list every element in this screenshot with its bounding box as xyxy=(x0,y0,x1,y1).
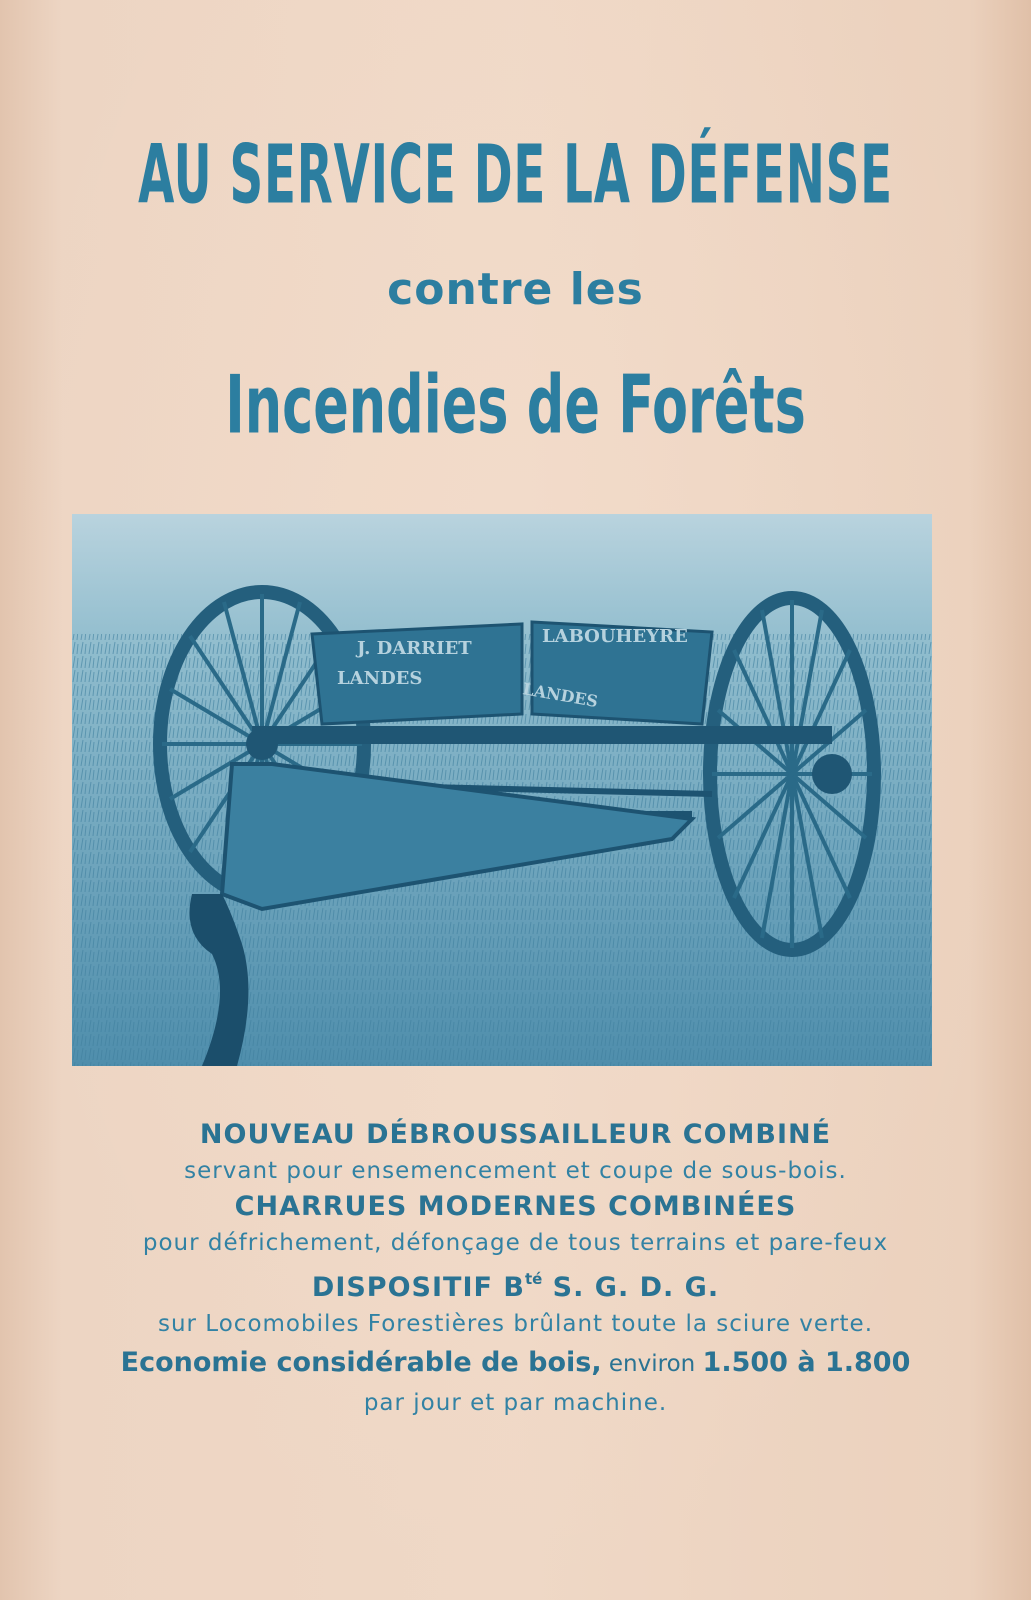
box-label-2: LANDES xyxy=(337,668,423,689)
product-2-text: pour défrichement, défonçage de tous terrains et pare-feux xyxy=(142,1230,889,1256)
economy-a: Economie considérable de bois, xyxy=(120,1347,602,1378)
product-3-title-sup: té xyxy=(524,1270,543,1288)
economy-text: par jour et par machine. xyxy=(363,1390,668,1416)
product-2-title: CHARRUES MODERNES COMBINÉES xyxy=(234,1191,797,1222)
economy-line xyxy=(40,1341,991,1386)
economy-c: 1.500 à 1.800 xyxy=(702,1347,911,1378)
product-3-title xyxy=(40,1260,991,1307)
machine-photo xyxy=(72,514,932,1066)
right-wheel xyxy=(710,598,874,950)
headline-sub: contre les xyxy=(387,264,644,315)
headline-main: AU SERVICE DE LA DÉFENSE xyxy=(138,128,893,223)
box-label-1: J. DARRIET xyxy=(357,638,472,659)
axle xyxy=(252,726,832,744)
description xyxy=(40,1116,991,1420)
product-3-title-a: DISPOSITIF B xyxy=(311,1272,525,1303)
product-1-title: NOUVEAU DÉBROUSSAILLEUR COMBINÉ xyxy=(199,1119,832,1150)
headline-big: Incendies de Forêts xyxy=(225,360,806,453)
box-label-3: LABOUHEYRE xyxy=(542,626,688,647)
box-label-4: LANDES xyxy=(521,679,600,712)
machine-illustration xyxy=(72,514,932,1066)
economy-b: environ xyxy=(601,1351,703,1377)
product-3-title-b: S. G. D. G. xyxy=(542,1272,720,1303)
product-3-text: sur Locomobiles Forestières brûlant toute la sciure verte. xyxy=(157,1311,874,1337)
product-1-text: servant pour ensemencement et coupe de sous-bois. xyxy=(184,1158,847,1184)
